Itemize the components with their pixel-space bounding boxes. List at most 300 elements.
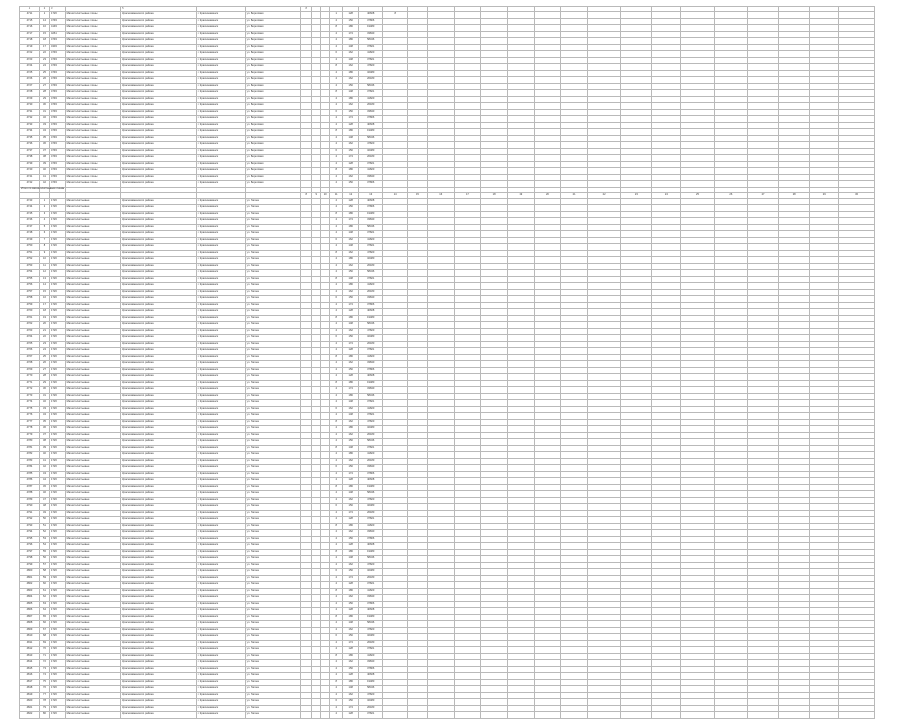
table-cell: 37806	[359, 367, 383, 374]
table-cell: 4778	[20, 426, 40, 433]
table-cell: 1726	[50, 458, 66, 465]
table-cell: 33	[40, 406, 50, 413]
table-cell: 4760	[20, 309, 40, 316]
table-cell: г. Краснокаменск	[196, 142, 245, 149]
table-cell: ул. Береговая	[245, 148, 301, 155]
table-cell	[383, 712, 407, 719]
table-cell: ул. Гагина	[245, 237, 301, 244]
table-cell: Краснокаменского района	[121, 211, 197, 218]
table-cell: Магнитолистьевые	[65, 608, 121, 615]
table-cell: 128	[343, 608, 359, 615]
table-cell: 4	[330, 510, 343, 517]
table-cell: 4793	[50, 51, 66, 58]
table-cell: г. Краснокаменск	[196, 161, 245, 168]
table-cell: 4	[330, 83, 343, 90]
table-cell: Магнитолистьевые глины	[65, 109, 121, 116]
table-cell: 38	[40, 439, 50, 446]
table-cell: 1726	[50, 348, 66, 355]
table-cell: 4	[330, 348, 343, 355]
table-cell: Краснокаменского района	[121, 155, 197, 162]
table-cell: 148	[343, 57, 359, 64]
table-cell: 68	[40, 634, 50, 641]
table-cell: 8	[330, 549, 343, 556]
table-cell: 162	[343, 237, 359, 244]
table-cell: 18	[40, 309, 50, 316]
table-cell: 1726	[50, 205, 66, 212]
table-cell: 1726	[50, 302, 66, 309]
table-cell: 174	[343, 302, 359, 309]
table-cell: Краснокаменского района	[121, 647, 197, 654]
table-cell: 65	[40, 614, 50, 621]
table-cell: Краснокаменского района	[121, 57, 197, 64]
table-cell: 186	[343, 38, 359, 45]
table-cell: Магнитолистьевые глины	[65, 77, 121, 84]
table-cell: ул. Береговая	[245, 174, 301, 181]
table-cell: 174	[343, 510, 359, 517]
table-cell: ул. Гагина	[245, 276, 301, 283]
table-cell: 4	[330, 341, 343, 348]
table-cell: ул. Береговая	[245, 57, 301, 64]
table-cell: 37821	[359, 161, 383, 168]
table-cell: Краснокаменского района	[121, 458, 197, 465]
table-cell: 4733	[20, 122, 40, 129]
table-cell: 4	[330, 393, 343, 400]
table-cell: г. Краснокаменск	[196, 12, 245, 19]
table-cell: г. Краснокаменск	[196, 25, 245, 32]
table-cell: г. Краснокаменск	[196, 116, 245, 123]
table-cell: г. Краснокаменск	[196, 70, 245, 77]
table-cell: 174	[343, 341, 359, 348]
table-cell: 72	[40, 660, 50, 667]
table-cell: 6	[40, 231, 50, 238]
table-cell: ул. Гагина	[245, 588, 301, 595]
table-cell: Магнитолистьевые	[65, 595, 121, 602]
table-cell: 1726	[50, 250, 66, 257]
table-cell: 62	[40, 595, 50, 602]
table-cell: г. Краснокаменск	[196, 413, 245, 420]
table-cell: 6	[330, 569, 343, 576]
table-cell: г. Краснокаменск	[196, 44, 245, 51]
table-cell: 162	[343, 692, 359, 699]
table-cell: 128	[343, 348, 359, 355]
table-cell: ул. Гагина	[245, 621, 301, 628]
table-cell: г. Краснокаменск	[196, 432, 245, 439]
table-cell: 186	[343, 549, 359, 556]
table-cell: 27	[40, 83, 50, 90]
table-cell: 4797	[20, 549, 40, 556]
table-cell: 186	[343, 168, 359, 175]
table-cell: 40608	[359, 309, 383, 316]
table-cell: 4793	[20, 523, 40, 530]
table-cell: 8	[330, 419, 343, 426]
table-cell: Краснокаменского района	[121, 374, 197, 381]
table-cell: 27	[748, 193, 779, 199]
table-cell: 41820	[359, 406, 383, 413]
table-cell: Краснокаменского района	[121, 116, 197, 123]
table-cell	[407, 712, 427, 719]
table-cell: 4	[330, 309, 343, 316]
table-cell: 4711	[20, 12, 40, 19]
table-cell: ул. Гагина	[245, 218, 301, 225]
table-cell: Магнитолистьевые глины	[65, 83, 121, 90]
table-cell: Краснокаменского района	[121, 452, 197, 459]
table-cell: г. Краснокаменск	[196, 510, 245, 517]
table-cell: Магнитолистьевые	[65, 692, 121, 699]
table-cell: ул. Гагина	[245, 634, 301, 641]
table-cell: Магнитолистьевые	[65, 634, 121, 641]
table-cell: 150	[343, 296, 359, 303]
table-cell: Краснокаменского района	[121, 530, 197, 537]
table-cell: 4793	[50, 155, 66, 162]
table-cell: Краснокаменского района	[121, 341, 197, 348]
table-cell: Магнитолистьевые	[65, 426, 121, 433]
table-cell: 4805	[20, 601, 40, 608]
table-cell: 6	[330, 237, 343, 244]
table-cell: ул. Гагина	[245, 569, 301, 576]
table-cell: 4	[330, 673, 343, 680]
table-cell: 4	[330, 660, 343, 667]
table-cell: г. Краснокаменск	[196, 322, 245, 329]
table-cell: 4822	[20, 712, 40, 719]
table-cell: 8	[330, 484, 343, 491]
table-cell: 58436	[359, 439, 383, 446]
table-cell: 40608	[359, 608, 383, 615]
table-cell: г. Краснокаменск	[196, 51, 245, 58]
table-cell: 13	[40, 276, 50, 283]
table-cell: 41820	[359, 588, 383, 595]
table-cell: Краснокаменского района	[121, 614, 197, 621]
table-cell: 4	[330, 400, 343, 407]
table-cell: 1726	[50, 523, 66, 530]
table-cell: Краснокаменского района	[121, 387, 197, 394]
table-cell: 4	[330, 70, 343, 77]
table-cell: Краснокаменского района	[121, 556, 197, 563]
table-cell: г. Краснокаменск	[196, 18, 245, 25]
table-cell: 6	[330, 699, 343, 706]
table-cell: ул. Гагина	[245, 211, 301, 218]
table-cell: Краснокаменского района	[121, 44, 197, 51]
table-cell: Магнитолистьевые	[65, 614, 121, 621]
table-cell: 186	[343, 354, 359, 361]
table-cell: 8	[330, 523, 343, 530]
table-cell: 4	[330, 647, 343, 654]
table-cell: 19480	[359, 484, 383, 491]
table-cell: Магнитолистьевые	[65, 465, 121, 472]
table-cell: 40608	[359, 122, 383, 129]
table-cell: ул. Береговая	[245, 44, 301, 51]
table-cell: Краснокаменского района	[121, 25, 197, 32]
table-cell: Краснокаменского района	[121, 712, 197, 719]
table-cell: Магнитолистьевые глины	[65, 116, 121, 123]
table-cell: 37	[40, 432, 50, 439]
table-cell: 4	[330, 686, 343, 693]
table-cell: 37821	[359, 400, 383, 407]
table-cell: 8	[330, 276, 343, 283]
table-cell: 43	[40, 471, 50, 478]
table-cell: Магнитолистьевые	[65, 432, 121, 439]
table-cell: 1726	[50, 614, 66, 621]
table-cell: 41820	[359, 354, 383, 361]
table-cell: г. Краснокаменск	[196, 549, 245, 556]
table-cell: 75	[40, 679, 50, 686]
table-cell	[301, 712, 312, 719]
table-cell: г. Краснокаменск	[196, 705, 245, 712]
table-cell: 34	[40, 129, 50, 136]
table-cell: 128	[343, 543, 359, 550]
table-cell: 26	[714, 193, 747, 199]
table-cell: ул. Береговая	[245, 25, 301, 32]
table-cell: 4750	[20, 244, 40, 251]
table-cell: 39	[40, 161, 50, 168]
table-cell: 4	[330, 96, 343, 103]
table-cell	[427, 712, 454, 719]
table-cell: Краснокаменского района	[121, 70, 197, 77]
table-cell: 26	[40, 361, 50, 368]
table-cell: 148	[343, 135, 359, 142]
table-cell: Краснокаменского района	[121, 406, 197, 413]
table-cell: 26180	[359, 510, 383, 517]
table-cell: Магнитолистьевые	[65, 413, 121, 420]
table-cell: 19480	[359, 211, 383, 218]
table-cell: г. Краснокаменск	[196, 257, 245, 264]
table-cell: г. Краснокаменск	[196, 354, 245, 361]
table-cell: 1726	[50, 666, 66, 673]
table-cell: Магнитолистьевые	[65, 445, 121, 452]
table-cell: Магнитолистьевые глины	[65, 38, 121, 45]
table-cell: 4732	[20, 116, 40, 123]
table-cell: 33840	[359, 218, 383, 225]
table-cell: 59	[40, 575, 50, 582]
table-cell: 150	[343, 465, 359, 472]
table-cell: ул. Гагина	[245, 348, 301, 355]
table-cell: 4	[330, 439, 343, 446]
table-cell: г. Краснокаменск	[196, 445, 245, 452]
table-cell: 6	[330, 51, 343, 58]
table-cell: ул. Гагина	[245, 341, 301, 348]
table-cell: 150	[343, 83, 359, 90]
table-cell: 174	[343, 31, 359, 38]
table-cell: г. Краснокаменск	[196, 419, 245, 426]
table-cell: 4	[330, 582, 343, 589]
table-cell: 4731	[20, 109, 40, 116]
table-cell: 1726	[50, 517, 66, 524]
table-cell: 186	[343, 25, 359, 32]
table-cell: 1726	[50, 406, 66, 413]
table-cell: 4798	[20, 556, 40, 563]
table-cell: 10	[40, 257, 50, 264]
table-cell: 20	[40, 322, 50, 329]
table-cell: 4716	[20, 25, 40, 32]
table-cell: Магнитолистьевые	[65, 244, 121, 251]
table-cell: 26180	[359, 155, 383, 162]
table-cell: 4	[330, 283, 343, 290]
table-cell: 6	[330, 335, 343, 342]
table-cell: 162	[343, 289, 359, 296]
table-cell: 9	[312, 193, 321, 199]
table-cell: 4782	[20, 452, 40, 459]
table-cell: г. Краснокаменск	[196, 181, 245, 188]
table-cell: ул. Береговая	[245, 70, 301, 77]
table-cell: ул. Гагина	[245, 653, 301, 660]
table-cell: Магнитолистьевые	[65, 543, 121, 550]
table-cell: ул. Гагина	[245, 608, 301, 615]
table-cell: г. Краснокаменск	[196, 387, 245, 394]
table-cell: ул. Береговая	[245, 103, 301, 110]
table-cell: ул. Гагина	[245, 543, 301, 550]
table-cell: 1726	[50, 699, 66, 706]
table-cell: 150	[343, 504, 359, 511]
table-cell: ул. Гагина	[245, 426, 301, 433]
table-cell: Магнитолистьевые	[65, 361, 121, 368]
table-cell: Краснокаменского района	[121, 322, 197, 329]
table-cell: 162	[343, 530, 359, 537]
table-cell: ул. Гагина	[245, 497, 301, 504]
table-cell: 8	[330, 614, 343, 621]
table-cell: 128	[343, 478, 359, 485]
table-cell: г. Краснокаменск	[196, 109, 245, 116]
table-cell: Краснокаменского района	[121, 205, 197, 212]
table-cell: Магнитолистьевые глины	[65, 18, 121, 25]
table-cell: 24	[40, 348, 50, 355]
table-cell: 4736	[20, 142, 40, 149]
table-cell: 174	[343, 387, 359, 394]
table-cell: 4762	[20, 322, 40, 329]
table-cell: Магнитолистьевые	[65, 504, 121, 511]
table-cell: Магнитолистьевые глины	[65, 96, 121, 103]
table-cell: 186	[343, 380, 359, 387]
table-cell: г. Краснокаменск	[196, 582, 245, 589]
table-cell: 1726	[50, 712, 66, 719]
table-cell: 186	[343, 393, 359, 400]
table-cell: 4	[330, 322, 343, 329]
table-cell: 186	[343, 315, 359, 322]
table-cell: 1726	[50, 673, 66, 680]
table-cell: Магнитолистьевые глины	[65, 129, 121, 136]
table-cell: Магнитолистьевые	[65, 510, 121, 517]
table-cell: г. Краснокаменск	[196, 38, 245, 45]
table-cell: Краснокаменского района	[121, 608, 197, 615]
table-cell: Краснокаменского района	[121, 504, 197, 511]
table-cell: 69	[40, 640, 50, 647]
table-cell: 148	[343, 491, 359, 498]
table-cell: 33	[40, 122, 50, 129]
table-cell	[534, 712, 561, 719]
table-cell: 162	[343, 419, 359, 426]
table-cell: Магнитолистьевые	[65, 270, 121, 277]
table-cell: ул. Гагина	[245, 393, 301, 400]
table-cell: 41820	[359, 283, 383, 290]
table-cell: 25	[40, 70, 50, 77]
table-cell: г. Краснокаменск	[196, 328, 245, 335]
table-cell: Краснокаменского района	[121, 562, 197, 569]
table-cell: г. Краснокаменск	[196, 263, 245, 270]
table-cell: 4	[330, 38, 343, 45]
table-cell: 19480	[359, 614, 383, 621]
table-cell: 4793	[50, 109, 66, 116]
table-cell: 4817	[20, 679, 40, 686]
table-cell: ул. Гагина	[245, 335, 301, 342]
table-cell: Краснокаменского района	[121, 218, 197, 225]
table-cell: 4193	[50, 25, 66, 32]
table-cell: 4	[330, 270, 343, 277]
table-cell: Магнитолистьевые	[65, 666, 121, 673]
table-cell: 4725	[20, 70, 40, 77]
table-cell: 162	[343, 361, 359, 368]
table-cell: Краснокаменского района	[121, 686, 197, 693]
table-cell: 4743	[20, 198, 40, 205]
table-cell: Краснокаменского района	[121, 380, 197, 387]
table-cell: 4813	[20, 653, 40, 660]
table-cell: 148	[343, 686, 359, 693]
table-cell: г. Краснокаменск	[196, 562, 245, 569]
table-cell: г. Краснокаменск	[196, 224, 245, 231]
table-cell: 70	[40, 647, 50, 654]
table-cell: 32	[40, 116, 50, 123]
table-cell: 4814	[20, 660, 40, 667]
table-cell: 41820	[359, 452, 383, 459]
table-cell: 79	[40, 705, 50, 712]
table-cell: 4815	[20, 666, 40, 673]
table-cell: 4	[330, 142, 343, 149]
table-cell: 1726	[50, 491, 66, 498]
table-cell: 56	[40, 556, 50, 563]
table-cell: Краснокаменского района	[121, 640, 197, 647]
table-cell: 4261	[50, 31, 66, 38]
table-cell: 1726	[50, 569, 66, 576]
table-cell: 26180	[359, 103, 383, 110]
table-cell: Магнитолистьевые	[65, 699, 121, 706]
table-cell: 4787	[20, 484, 40, 491]
table-cell: 1726	[50, 582, 66, 589]
table-cell: 174	[343, 155, 359, 162]
table-cell: Магнитолистьевые	[65, 621, 121, 628]
table-cell: г. Краснокаменск	[196, 302, 245, 309]
table-cell: Магнитолистьевые	[65, 341, 121, 348]
table-cell: 174	[343, 471, 359, 478]
table-cell: 4715	[20, 18, 40, 25]
table-cell: Краснокаменского района	[121, 335, 197, 342]
table-cell: г. Краснокаменск	[196, 426, 245, 433]
table-cell: 4	[330, 530, 343, 537]
table-cell: 19480	[359, 549, 383, 556]
table-cell: 74	[40, 673, 50, 680]
table-cell: г. Краснокаменск	[196, 647, 245, 654]
table-cell: 4	[330, 536, 343, 543]
table-cell: 37821	[359, 348, 383, 355]
table-cell: 26180	[359, 432, 383, 439]
table-cell: 30	[40, 103, 50, 110]
table-cell: г. Краснокаменск	[196, 174, 245, 181]
table-cell: Магнитолистьевые	[65, 536, 121, 543]
table-cell: г. Краснокаменск	[196, 640, 245, 647]
table-cell: Магнитолистьевые	[65, 205, 121, 212]
table-cell: 6	[330, 634, 343, 641]
table-cell: 128	[343, 673, 359, 680]
table-cell: г. Краснокаменск	[196, 211, 245, 218]
table-cell: Краснокаменского района	[121, 270, 197, 277]
table-cell: Магнитолистьевые глины	[65, 51, 121, 58]
table-cell: г. Краснокаменск	[196, 348, 245, 355]
table-cell: 64	[40, 608, 50, 615]
table-cell: 32480	[359, 504, 383, 511]
table-cell: 6	[330, 148, 343, 155]
table-cell: 4816	[20, 673, 40, 680]
table-cell: Магнитолистьевые	[65, 439, 121, 446]
table-cell: ул. Гагина	[245, 231, 301, 238]
table-cell: Магнитолистьевые	[65, 530, 121, 537]
table-cell: 38	[40, 155, 50, 162]
table-cell: ул. Гагина	[245, 367, 301, 374]
